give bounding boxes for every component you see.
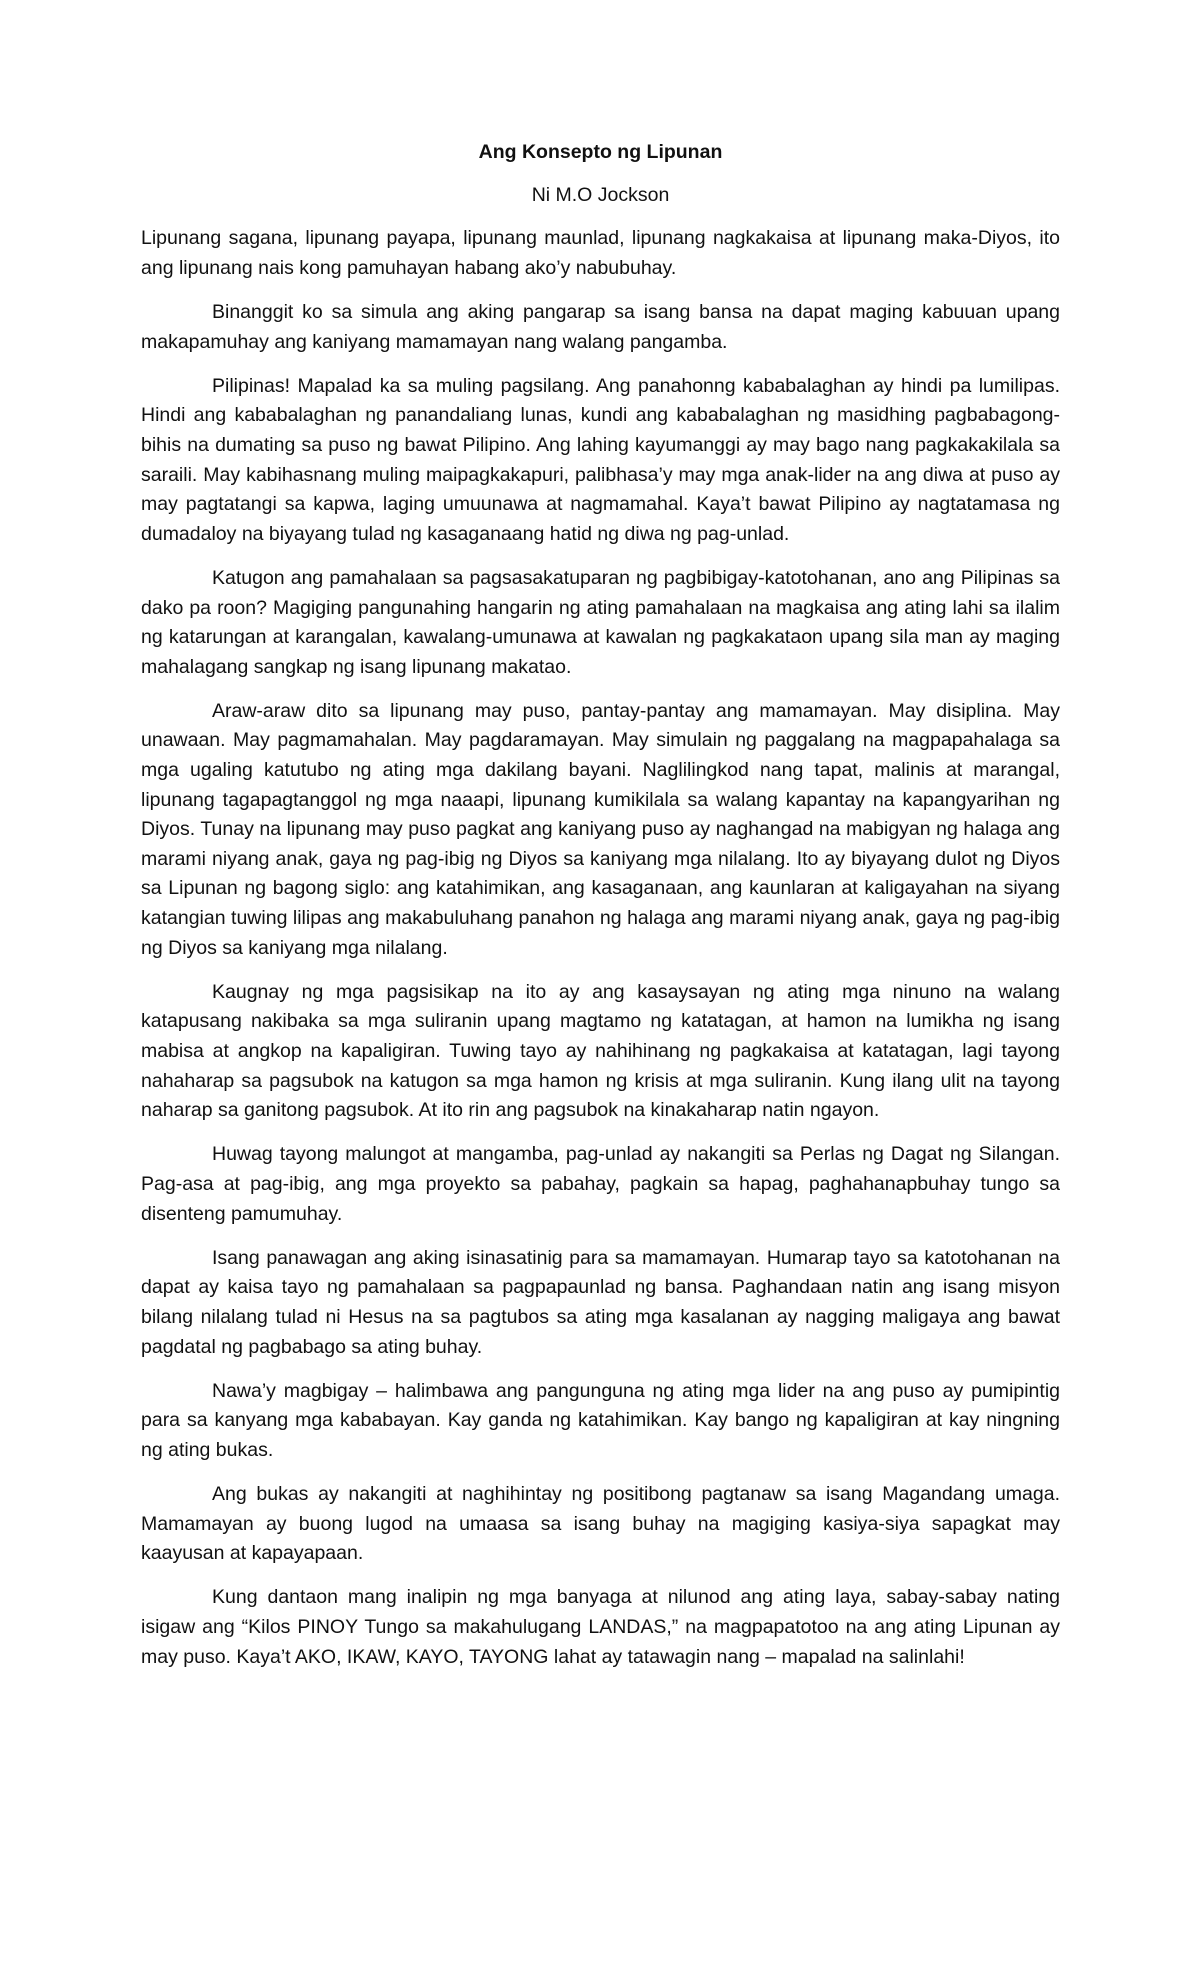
paragraph-5: Araw-araw dito sa lipunang may puso, pantay-pantay ang mamamayan. May disiplina. May unawaan. May pagmamahalan. May pagdaramayan. May simulain ng paggalang na magpapahalaga sa mga ugaling katutubo ng ating mga dakilang bayani. Naglilingkod nang tapat, malinis at marangal, lipunang tagapagtanggol ng mga naaapi, lipunang kumikilala sa walang kapantay na kapangyarihan ng Diyos. Tunay na lipunang may puso pagkat ang kaniyang puso ay naghangad na mabigyan ng halaga ang marami niyang anak, gaya ng pag-ibig ng Diyos sa kaniyang mga nilalang. Ito ay biyayang dulot ng Diyos sa Lipunan ng bagong siglo: ang katahimikan, ang kasaganaan, ang kaunlaran at kaligayahan na siyang katangian tuwing lilipas ang makabuluhang panahon ng halaga ang marami niyang anak, gaya ng pag-ibig ng Diyos sa kaniyang mga nilalang.: [141, 699, 1060, 959]
document-author: Ni M.O Jockson: [531, 183, 670, 206]
paragraph-7: Huwag tayong malungot at mangamba, pag-unlad ay nakangiti sa Perlas ng Dagat ng Silangan. Pag-asa at pag-ibig, ang mga proyekto sa pabahay, pagkain sa hapag, paghahanapbuhay tungo sa disenteng pamumuhay.: [141, 1143, 1060, 1225]
paragraph-8: Isang panawagan ang aking isinasatinig para sa mamamayan. Humarap tayo sa katotohanan na dapat ay kaisa tayo ng pamahalaan sa pagpapaunlad ng bansa. Paghandaan natin ang isang misyon bilang nilalang tulad ni Hesus na sa pagtubos sa ating mga kasalanan ay nagging maligaya ang bawat pagdatal ng pagbabago sa ating buhay.: [141, 1246, 1060, 1358]
paragraph-2: Binanggit ko sa simula ang aking pangarap sa isang bansa na dapat maging kabuuan upang makapamuhay ang kaniyang mamamayan nang walang pangamba.: [141, 300, 1060, 353]
paragraph-9: Nawa’y magbigay – halimbawa ang pangunguna ng ating mga lider na ang puso ay pumipintig para sa kanyang mga kababayan. Kay ganda ng katahimikan. Kay bango ng kapaligiran at kay ningning ng ating bukas.: [141, 1379, 1060, 1461]
document-title: Ang Konsepto ng Lipunan: [478, 141, 723, 163]
paragraph-10: Ang bukas ay nakangiti at naghihintay ng positibong pagtanaw sa isang Magandang umaga. Mamamayan ay buong lugod na umaasa sa isang buhay na magiging kasiya-siya sapagkat may kaayusan at kapayapaan.: [141, 1483, 1060, 1565]
paragraph-11: Kung dantaon mang inalipin ng mga banyaga at nilunod ang ating laya, sabay-sabay nating isigaw ang “Kilos PINOY Tungo sa makahulugang LANDAS,” na magpapatotoo na ang ating Lipunan ay may puso. Kaya’t AKO, IKAW, KAYO, TAYONG lahat ay tatawagin nang – mapalad na salinlahi!: [141, 1586, 1060, 1668]
paragraph-1: Lipunang sagana, lipunang payapa, lipunang maunlad, lipunang nagkakaisa at lipunang maka-Diyos, ito ang lipunang nais kong pamuhayan habang ako’y nabubuhay.: [141, 227, 1060, 279]
document-page: [141, 138, 1060, 1687]
paragraph-3: Pilipinas! Mapalad ka sa muling pagsilang. Ang panahonng kababalaghan ay hindi pa lumilipas. Hindi ang kababalaghan ng panandaliang lunas, kundi ang kababalaghan ng masidhing pagbabagong-bihis na dumating sa puso ng bawat Pilipino. Ang lahing kayumanggi ay may bago nang pagkakakilala sa saraili. May kabihasnang muling maipagkakapuri, palibhasa’y may mga anak-lider na ang diwa at puso ay may pagtatangi sa kapwa, laging umuunawa at nagmamahal. Kaya’t bawat Pilipino ay nagtatamasa ng dumadaloy na biyayang tulad ng kasaganaang hatid ng diwa ng pag-unlad.: [141, 374, 1060, 545]
paragraph-4: Katugon ang pamahalaan sa pagsasakatuparan ng pagbibigay-katotohanan, ano ang Pilipinas sa dako pa roon? Magiging pangunahing hangarin ng ating pamahalaan na magkaisa ang ating lahi sa ilalim ng katarungan at karangalan, kawalang-umunawa at kawalan ng pagkakataon upang sila man ay maging mahalagang sangkap ng isang lipunang makatao.: [141, 566, 1060, 678]
paragraph-6: Kaugnay ng mga pagsisikap na ito ay ang kasaysayan ng ating mga ninuno na walang katapusang nakibaka sa mga suliranin upang magtamo ng katatagan, at hamon na lumikha ng isang mabisa at angkop na kapaligiran. Tuwing tayo ay nahihinang ng pagkakaisa at katatagan, lagi tayong nahaharap sa pagsubok na katugon sa mga hamon ng krisis at mga suliranin. Kung ilang ulit na tayong naharap sa ganitong pagsubok. At ito rin ang pagsubok na kinakaharap natin ngayon.: [141, 980, 1060, 1122]
